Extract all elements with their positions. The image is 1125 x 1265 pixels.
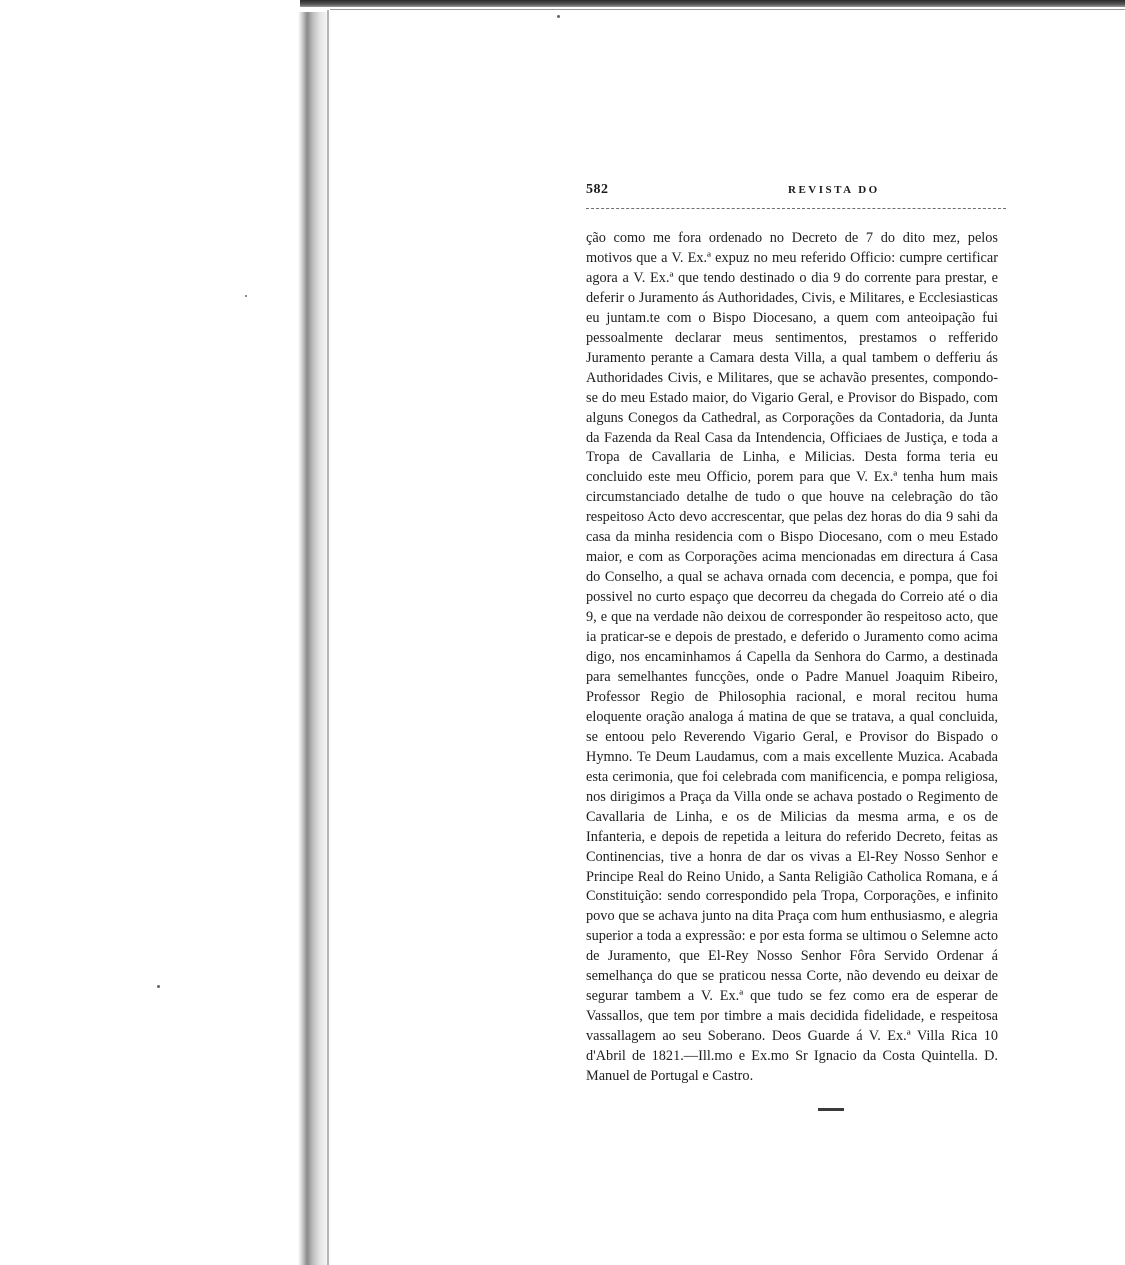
scan-top-border-thin [330, 9, 1125, 10]
scan-speck [157, 985, 160, 988]
body-paragraph: ção como me fora ordenado no Decreto de 7 do dito mez, pelos motivos que a V. Ex.ª expuz no meu referido Officio: cumpre certificar agora a V. Ex.ª que tendo destinado o dia 9 do corrente para prestar, e deferir o Juramento ás Authoridades, Civis, e Militares, e Ecclesiasticas eu juntam.te com o Bispo Diocesano, a quem com anteoipação fui pessoalmente declarar meus sentimentos, prestamos o refferido Juramento perante a Camara desta Villa, a qual tambem o defferiu ás Authoridades Civis, e Militares, que se achavão presentes, compondo-se do meu Estado maior, do Vigario Geral, e Provisor do Bispado, com alguns Conegos da Cathedral, as Corporações da Contadoria, da Junta da Fazenda da Real Casa da Intendencia, Officiaes de Justiça, e toda a Tropa de Cavallaria de Linha, e Milicias. Desta forma teria eu concluido este meu Officio, porem para que V. Ex.ª tenha hum mais circumstanciado detalhe de tudo o que houve na celebração do tão respeitoso Acto devo accrescentar, que pelas dez horas do dia 9 sahi da casa da minha residencia com o Bispo Diocesano, com o meu Estado maior, e com as Corporações acima mencionadas em directura á Casa do Conselho, a qual se achava ornada com decencia, e pompa, que foi possivel no curto espaço que decorreu da chegada do Correio até o dia 9, e que na verdade não deixou de corresponder ão respeitoso acto, que ia praticar-se e depois de prestado, e deferido o Juramento como acima digo, nos encaminhamos á Capella da Senhora do Carmo, a destinada para semelhantes funcções, onde o Padre Manuel Joaquim Ribeiro, Professor Regio de Philosophia racional, e moral recitou huma eloquente oração analoga á matina de que se tratava, a qual concluida, se entoou pelo Reverendo Vigario Geral, e Provisor do Bispado o Hymno. Te Deum Laudamus, com a mais excellente Muzica. Acabada esta cerimonia, que foi celebrada com manificencia, e pompa religiosa, nos dirigimos a Praça da Villa onde se achava postado o Regimento de Cavallaria de Linha, e os de Milicias da mesma arma, e os de Infanteria, e depois de repetida a leitura do referido Decreto, feitas as Continencias, tive a honra de dar os vivas a El-Rey Nosso Senhor e Principe Real do Reino Unido, a Santa Religião Catholica Romana, e á Constituição: sendo correspondido pela Tropa, Corporações, e infinito povo que se achava junto na dita Praça com hum enthusiasmo, e alegria superior a toda a expressão: e por esta forma se ultimou o Selemne acto de Juramento, que El-Rey Nosso Senhor Fôra Servido Ordenar á semelhança do que se praticou nessa Corte, não devendo eu deixar de segurar tambem a V. Ex.ª que tudo se fez como era de esperar de Vassallos, que tem por timbre a mais decidida fidelidade, e respeitosa vassallagem ao seu Soberano. Deos Guarde á V. Ex.ª Villa Rica 10 d'Abril de 1821.—Ill.mo e Ex.mo Sr Ignacio da Costa Quintella. D. Manuel de Portugal e Castro. [586, 230, 998, 1085]
running-head: REVISTA DO [788, 184, 880, 196]
page-header [586, 182, 1026, 198]
header-rule [586, 208, 1006, 209]
end-rule [818, 1108, 844, 1111]
body-text [586, 229, 998, 1087]
page-number: 582 [586, 182, 609, 197]
scan-top-border [300, 0, 1125, 7]
book-gutter-edge [327, 10, 329, 1265]
scan-speck [557, 15, 560, 18]
scan-speck [245, 295, 247, 297]
